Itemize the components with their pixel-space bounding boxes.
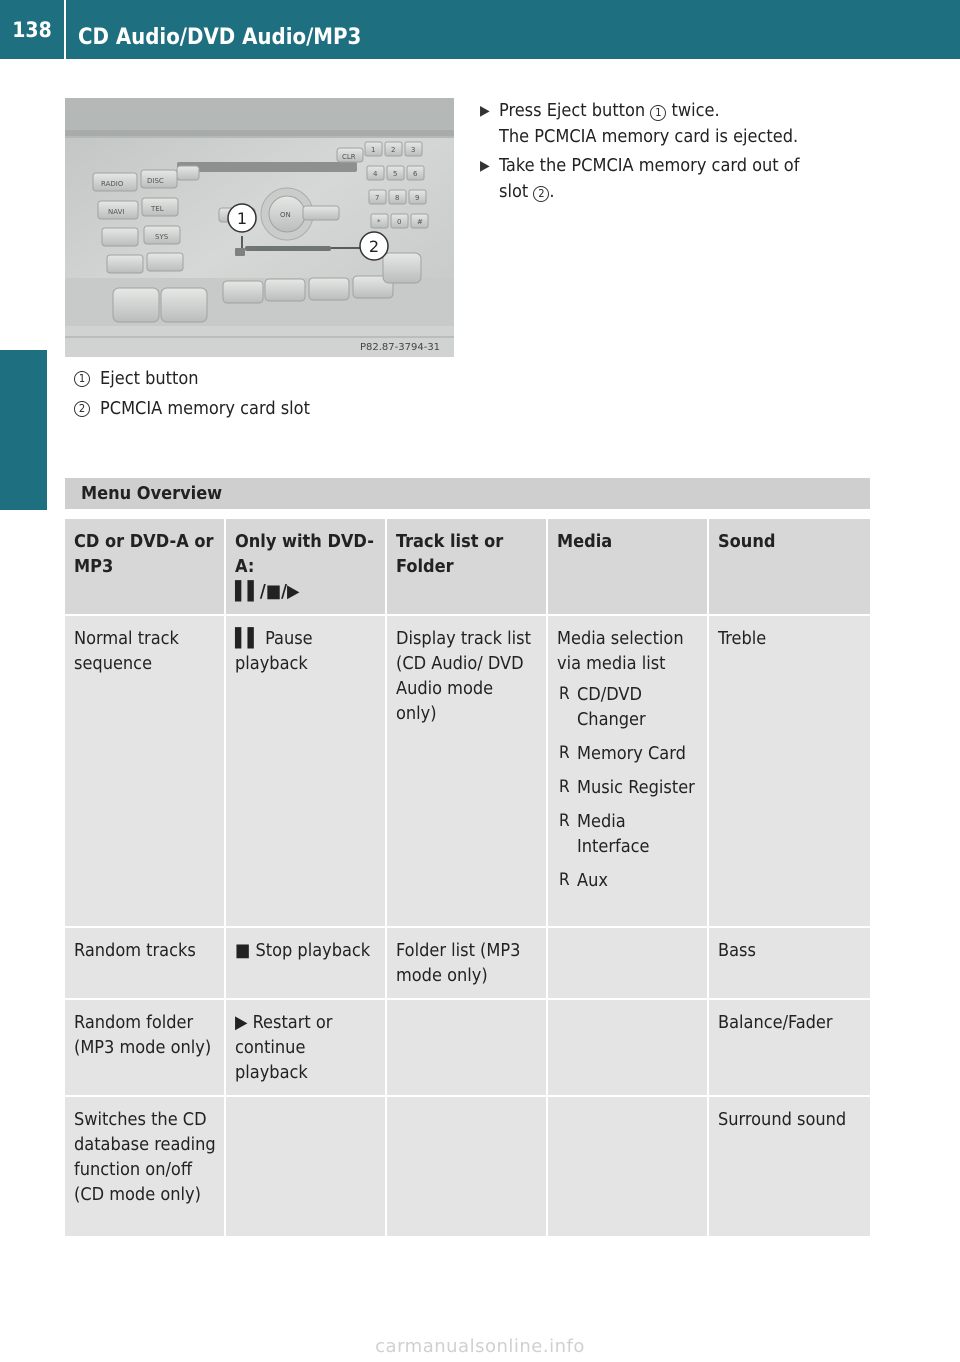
play-icon: ▶ — [235, 1012, 248, 1033]
table-cell: Treble — [708, 615, 870, 927]
menu-overview-table — [65, 519, 870, 1238]
table-cell — [225, 615, 386, 927]
table-cell — [386, 999, 547, 1096]
table-header-row — [65, 519, 870, 615]
side-tab-text: Audio — [11, 398, 36, 462]
pause-icon: ▌▌ — [235, 628, 260, 649]
keypad-key-1: 1 — [371, 146, 376, 154]
table-cell — [547, 927, 708, 999]
table-cell: Random folder (MP3 mode only) — [65, 999, 225, 1096]
side-tab-label — [0, 350, 47, 510]
keypad-key-6: 6 — [413, 170, 418, 178]
cell-text: Stop playback — [250, 940, 371, 961]
table-row — [65, 615, 870, 927]
cell-text: Pause playback — [235, 628, 313, 674]
page-title: CD Audio/DVD Audio/MP3 — [78, 25, 362, 50]
table-cell — [547, 1096, 708, 1237]
table-cell — [386, 1096, 547, 1237]
table-cell: Surround sound — [708, 1096, 870, 1237]
control-panel-photo — [65, 98, 454, 357]
step-result: The PCMCIA memory card is ejected. — [499, 126, 799, 147]
keypad-key-4: 4 — [373, 170, 378, 178]
step-number: 2 — [533, 186, 549, 202]
column-header — [225, 519, 386, 615]
legend-item — [74, 368, 199, 389]
media-list — [557, 682, 699, 893]
table-cell — [547, 615, 708, 927]
keypad-key-2: 2 — [391, 146, 396, 154]
table-row — [65, 999, 870, 1096]
on-key-label: ON — [280, 211, 291, 219]
table-cell: Random tracks — [65, 927, 225, 999]
legend-number: 2 — [74, 401, 90, 417]
list-item: R CD/DVD Changer — [557, 682, 699, 732]
keypad-key-hash: # — [417, 218, 423, 226]
column-header: CD or DVD-A or MP3 — [65, 519, 225, 615]
header-divider — [64, 0, 66, 59]
column-header: Sound — [708, 519, 870, 615]
legend-label: PCMCIA memory card slot — [100, 398, 310, 419]
callout-1: 1 — [236, 209, 248, 228]
tel-key-label: TEL — [151, 205, 164, 213]
column-header-line: Folder — [396, 556, 454, 577]
keypad-key-8: 8 — [395, 194, 400, 202]
step-text: Take the PCMCIA memory card out of — [499, 155, 800, 176]
legend-label: Eject button — [100, 368, 199, 389]
table-cell — [547, 999, 708, 1096]
photo-code: P82.87-3794-31 — [360, 342, 441, 353]
step-arrow-icon: ▶ — [480, 103, 490, 119]
table-cell: Switches the CD database reading function on/off (CD mode only) — [65, 1096, 225, 1237]
instruction-step — [480, 98, 860, 150]
column-header: Media — [547, 519, 708, 615]
cell-text: Media selection via media list — [557, 628, 684, 674]
legend-item — [74, 398, 310, 419]
list-item: R Aux — [557, 868, 699, 893]
stop-icon: ■ — [235, 940, 251, 961]
legend-number: 1 — [74, 371, 90, 387]
table-row — [65, 1096, 870, 1237]
navi-key-label: NAVI — [108, 208, 125, 216]
table-cell: Folder list (MP3 mode only) — [386, 927, 547, 999]
keypad-key-5: 5 — [393, 170, 398, 178]
table-cell: Balance/Fader — [708, 999, 870, 1096]
clr-key-label: CLR — [342, 153, 356, 161]
list-item: R Music Register — [557, 775, 699, 800]
list-item: R Media Interface — [557, 809, 699, 859]
step-text: . — [549, 181, 555, 202]
table-cell — [225, 999, 386, 1096]
table-row — [65, 927, 870, 999]
column-header — [386, 519, 547, 615]
instruction-step — [480, 153, 860, 205]
column-header-line: Only with DVD-A: — [235, 531, 374, 577]
keypad-key-9: 9 — [415, 194, 420, 202]
table-cell: Normal track sequence — [65, 615, 225, 927]
list-item: R Memory Card — [557, 741, 699, 766]
cell-text: Restart or continue playback — [235, 1012, 333, 1083]
column-header-line: Track list or — [396, 531, 504, 552]
section-heading: Menu Overview — [65, 478, 870, 509]
step-number: 1 — [650, 105, 666, 121]
table-cell — [225, 1096, 386, 1237]
keypad-key-star: * — [377, 218, 381, 226]
keypad-key-7: 7 — [375, 194, 380, 202]
table-cell — [225, 927, 386, 999]
table-cell: Bass — [708, 927, 870, 999]
page-number: 138 — [12, 17, 52, 42]
callout-2: 2 — [368, 237, 380, 256]
disc-key-label: DISC — [147, 177, 164, 185]
step-arrow-icon: ▶ — [480, 158, 490, 174]
step-text: Press Eject button — [499, 100, 651, 121]
keypad-key-3: 3 — [411, 146, 416, 154]
sys-key-label: SYS — [155, 233, 169, 241]
radio-key-label: RADIO — [101, 180, 124, 188]
keypad-key-0: 0 — [397, 218, 402, 226]
table-cell: Display track list (CD Audio/ DVD Audio mode only) — [386, 615, 547, 927]
step-text: slot — [499, 181, 534, 202]
playback-symbols: ▌▌/■/▶ — [235, 581, 300, 602]
step-text: twice. — [666, 100, 720, 121]
watermark: carmanualsonline.info — [375, 1336, 585, 1357]
